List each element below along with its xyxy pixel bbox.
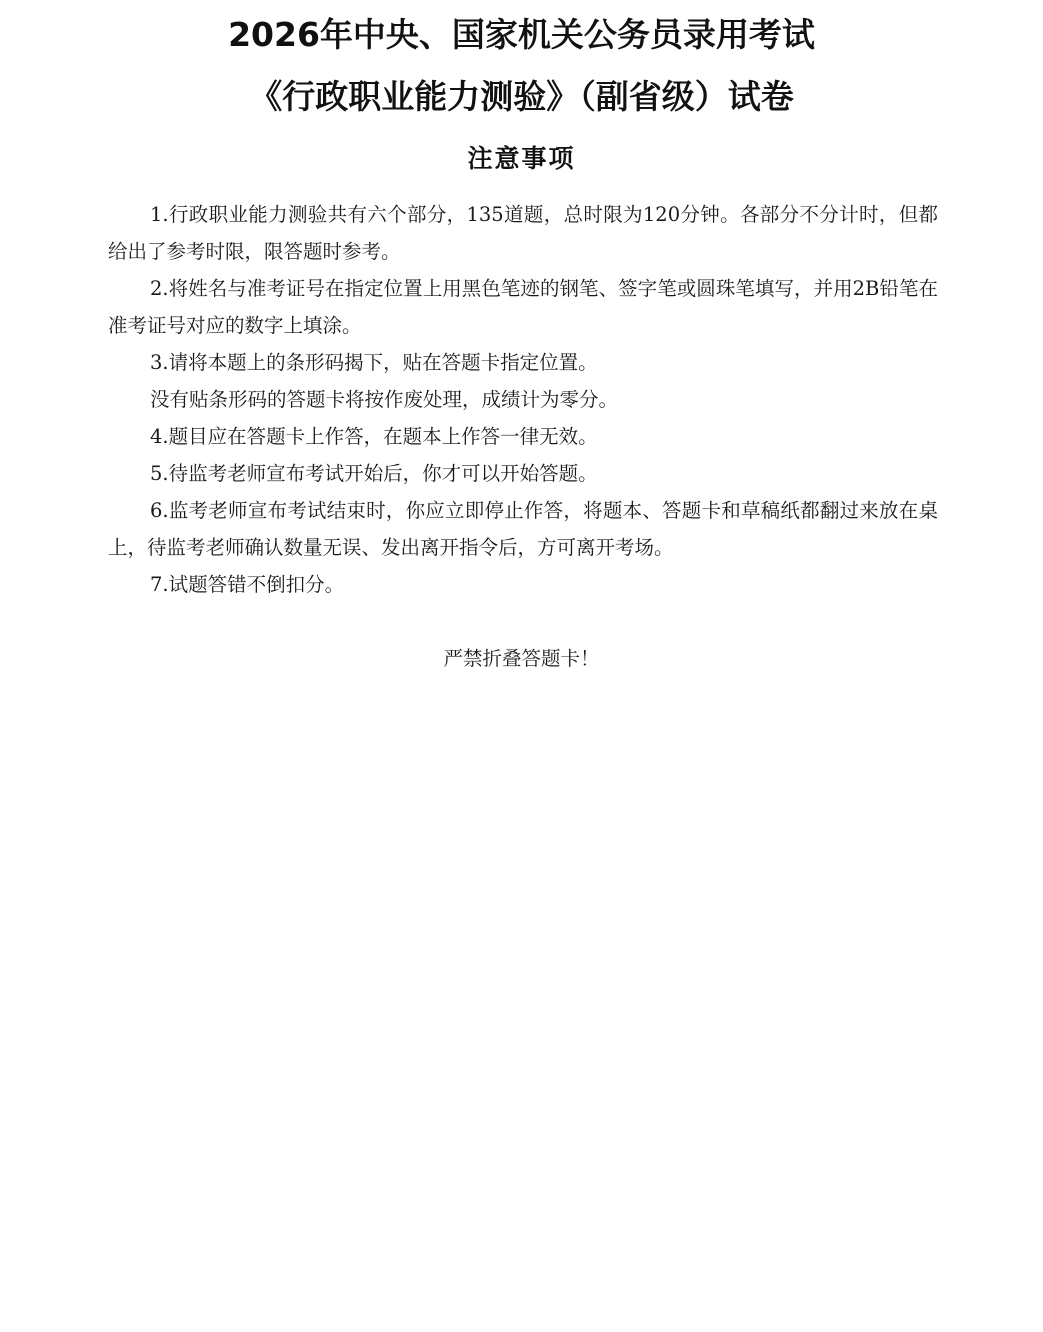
notice-item-3: 3.请将本题上的条形码揭下，贴在答题卡指定位置。 [150,351,598,374]
notice-item-6: 6.监考老师宣布考试结束时，你应立即停止作答，将题本、答题卡和草稿纸都翻过来放在桌上，待监考老师确认数量无误、发出离开指令后，方可离开考场。 [108,499,938,559]
notice-heading: 注意事项 [467,144,576,173]
notice-list [108,196,938,603]
notice-item-5: 5.待监考老师宣布考试开始后，你才可以开始答题。 [150,462,598,485]
notice-item-7: 7.试题答错不倒扣分。 [150,573,345,596]
no-fold-warning: 严禁折叠答题卡！ [443,647,600,670]
notice-item-1: 1.行政职业能力测验共有六个部分，135道题，总时限为120分钟。各部分不分计时，但都给出了参考时限，限答题时参考。 [108,203,938,263]
exam-title-line2: 《行政职业能力测验》（副省级）试卷 [249,77,794,116]
notice-item-2: 2.将姓名与准考证号在指定位置上用黑色笔迹的钢笔、签字笔或圆珠笔填写，并用2B铅笔在准考证号对应的数字上填涂。 [108,277,938,337]
exam-title-line1: 2026年中央、国家机关公务员录用考试 [228,15,815,54]
notice-item-3-note: 没有贴条形码的答题卡将按作废处理，成绩计为零分。 [150,388,619,411]
notice-item-4: 4.题目应在答题卡上作答，在题本上作答一律无效。 [150,425,598,448]
